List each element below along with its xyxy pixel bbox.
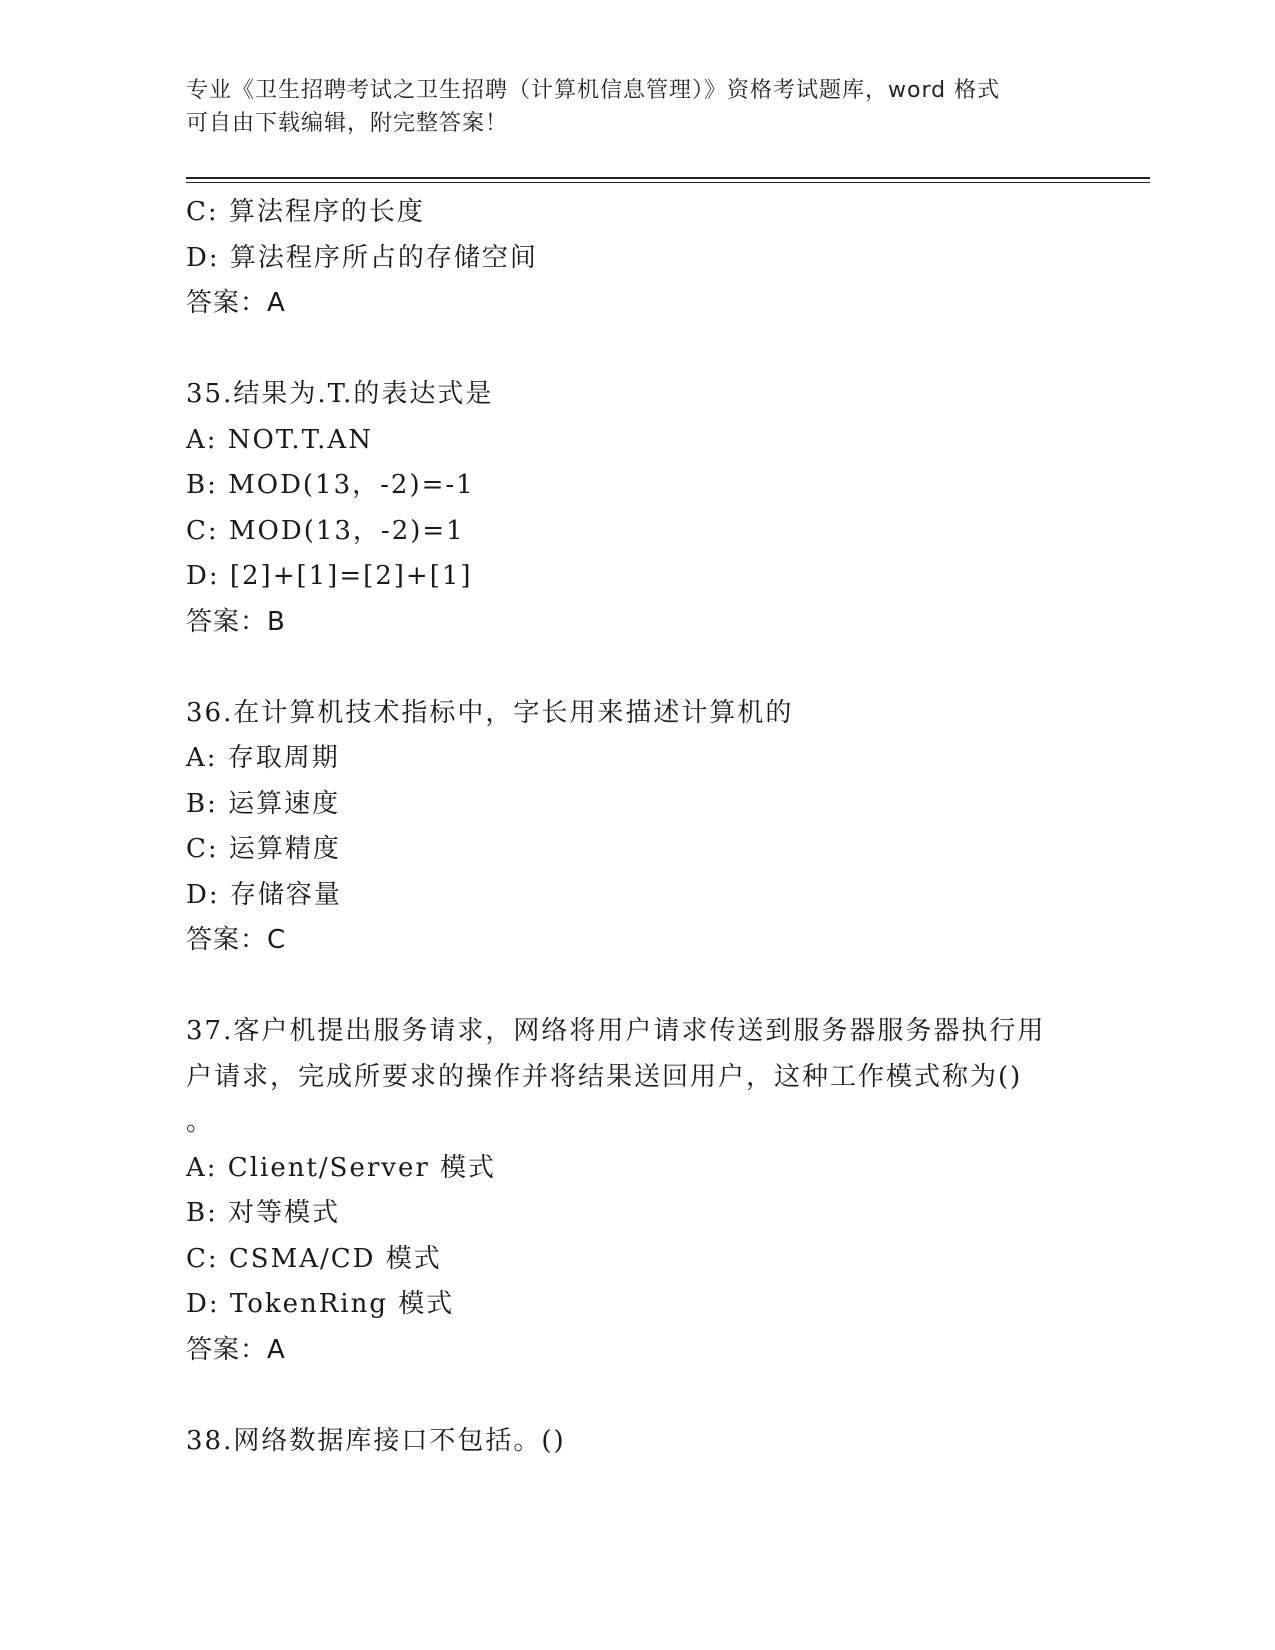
question-text-line-3: 。 [186, 1107, 215, 1137]
header-line-1: 专业《卫生招聘考试之卫生招聘（计算机信息管理）》资格考试题库，word 格式 [186, 78, 1001, 103]
header-divider-thick [186, 177, 1150, 179]
question-34-tail [186, 190, 1086, 327]
option-c: C: MOD(13，-2)=1 [186, 515, 465, 546]
option-c: C: 运算精度 [186, 834, 341, 864]
question-37 [186, 1009, 1086, 1373]
option-b: B: MOD(13，-2)=-1 [186, 470, 475, 500]
option-c: C: CSMA/CD 模式 [186, 1243, 442, 1274]
spacer [186, 327, 1086, 373]
option-d: D: 存储容量 [186, 879, 342, 910]
answer: 答案：B [186, 606, 286, 637]
question-text: 38.网络数据库接口不包括。() [186, 1425, 566, 1456]
question-38 [186, 1419, 1086, 1465]
question-text: 36.在计算机技术指标中，字长用来描述计算机的 [186, 697, 794, 728]
answer: 答案：A [186, 1334, 286, 1365]
spacer [186, 1373, 1086, 1419]
option-b: B: 对等模式 [186, 1198, 341, 1228]
option-a: A: Client/Server 模式 [186, 1152, 497, 1183]
spacer [186, 645, 1086, 691]
spacer [186, 964, 1086, 1010]
document-header [186, 74, 1066, 140]
option-a: A: 存取周期 [186, 743, 340, 773]
option-d: D: 算法程序所占的存储空间 [186, 242, 538, 273]
option-b: B: 运算速度 [186, 788, 341, 819]
question-35 [186, 372, 1086, 645]
option-d: D: [2]+[1]=[2]+[1] [186, 561, 473, 591]
question-text: 35.结果为.T.的表达式是 [186, 379, 494, 409]
answer: 答案：C [186, 925, 287, 955]
option-d: D: TokenRing 模式 [186, 1289, 455, 1319]
question-text-line-1: 37.客户机提出服务请求，网络将用户请求传送到服务器服务器执行用 [186, 1016, 1046, 1046]
option-a: A: NOT.T.AN [186, 424, 373, 455]
question-list [186, 190, 1086, 1464]
answer: 答案：A [186, 288, 286, 318]
option-c: C: 算法程序的长度 [186, 197, 425, 227]
question-text-line-2: 户请求，完成所要求的操作并将结果送回用户，这种工作模式称为() [186, 1061, 1023, 1092]
question-36 [186, 691, 1086, 964]
header-line-2: 可自由下载编辑，附完整答案！ [186, 111, 509, 136]
header-divider-thin [186, 182, 1150, 183]
